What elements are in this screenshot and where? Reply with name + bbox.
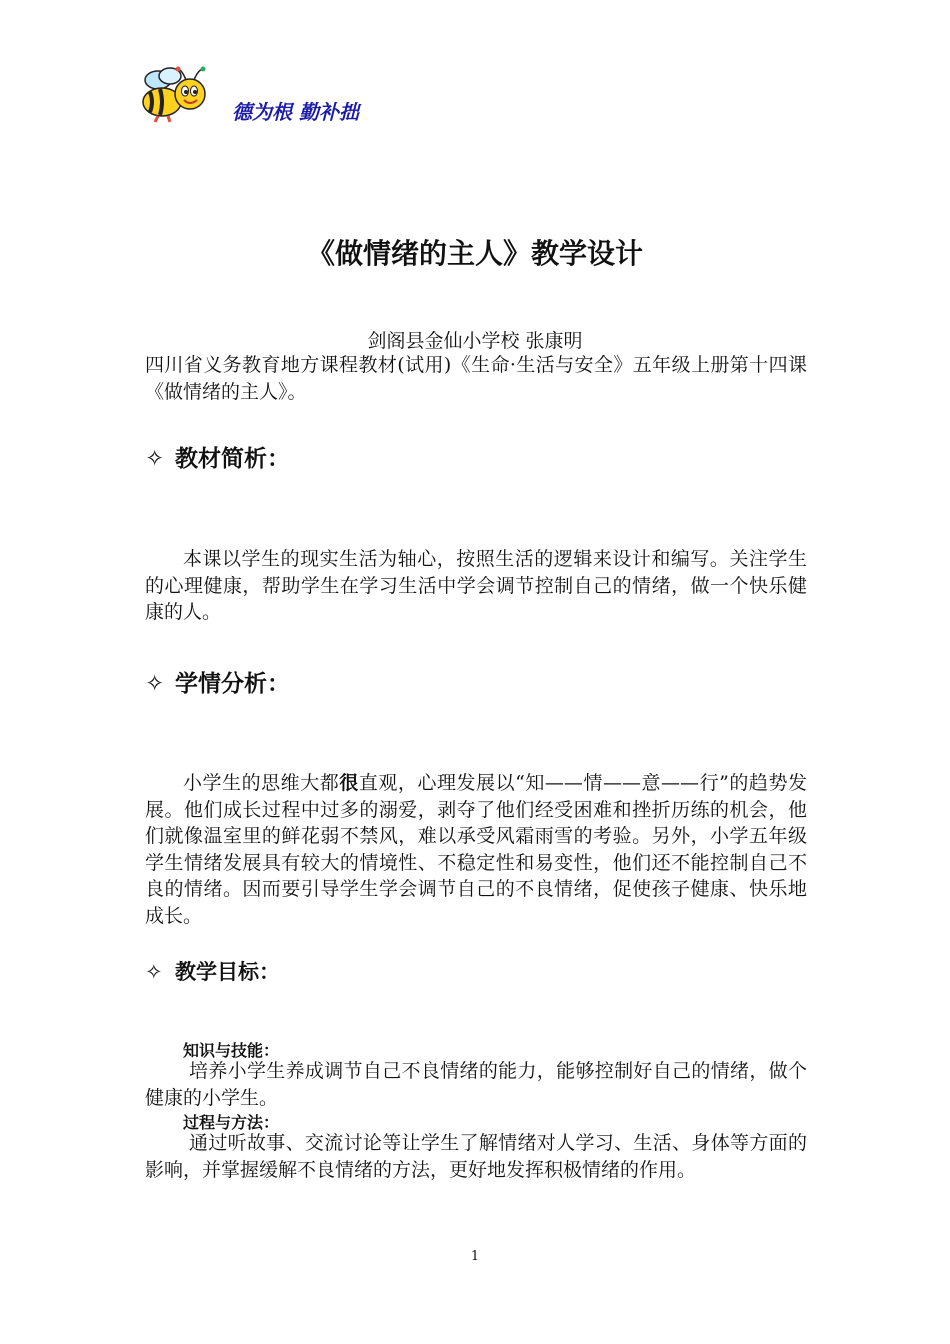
bold-word: 很 [339, 772, 359, 794]
diamond-star-icon: ✧ [145, 446, 165, 472]
section-body-textbook-analysis: 本课以学生的现实生活为轴心，按照生活的逻辑来设计和编写。关注学生的心理健康，帮助学生在学习生活中学会调节控制自己的情绪，做一个快乐健康的人。 [145, 548, 807, 623]
section-heading-text: 学情分析： [175, 671, 290, 697]
section-body-student-analysis [145, 770, 807, 929]
body-text: 直观，心理发展以“知——情——意——行”的趋势发展。他们成长过程中过多的溺爱，剥夺了他们经受困难和挫折历练的机会，他们就像温室里的鲜花弱不禁风，难以承受风霜雨雪的考验。另外，小学五年级学生情绪发展具有较大的情境性、不稳定性和易变性，他们还不能控制自己不良的情绪。因而要引导学生学会调节自己的不良情绪，促使孩子健康、快乐地成长。 [145, 772, 807, 927]
page-number: 1 [470, 1249, 480, 1264]
section-heading-textbook-analysis [145, 440, 290, 473]
school-motto: 德为根 勤补拙 [232, 100, 359, 124]
section-heading-teaching-goals [145, 956, 280, 986]
cartoon-bee-icon [140, 66, 212, 124]
section-heading-student-analysis [145, 665, 290, 698]
subsection-label-knowledge-skills: 知识与技能： [183, 1041, 280, 1060]
subsection-body-process-methods: 通过听故事、交流讨论等让学生了解情绪对人学习、生活、身体等方面的影响，并掌握缓解不良情绪的方法，更好地发挥积极情绪的作用。 [145, 1132, 807, 1181]
body-text: 小学生的思维大都 [183, 772, 340, 794]
intro-paragraph: 四川省义务教育地方课程教材(试用)《生命·生活与安全》五年级上册第十四课《做情绪的主人》。 [145, 354, 807, 403]
subsection-label-process-methods: 过程与方法： [183, 1113, 280, 1132]
author-line: 剑阁县金仙小学校 张康明 [367, 330, 583, 352]
section-heading-text: 教学目标： [175, 960, 280, 984]
document-title: 《做情绪的主人》教学设计 [306, 237, 643, 270]
section-heading-text: 教材简析： [175, 446, 290, 472]
subsection-body-knowledge-skills: 培养小学生养成调节自己不良情绪的能力，能够控制好自己的情绪，做个健康的小学生。 [145, 1060, 807, 1109]
diamond-star-icon: ✧ [145, 960, 163, 984]
page-header [140, 66, 440, 126]
diamond-star-icon: ✧ [145, 671, 165, 697]
